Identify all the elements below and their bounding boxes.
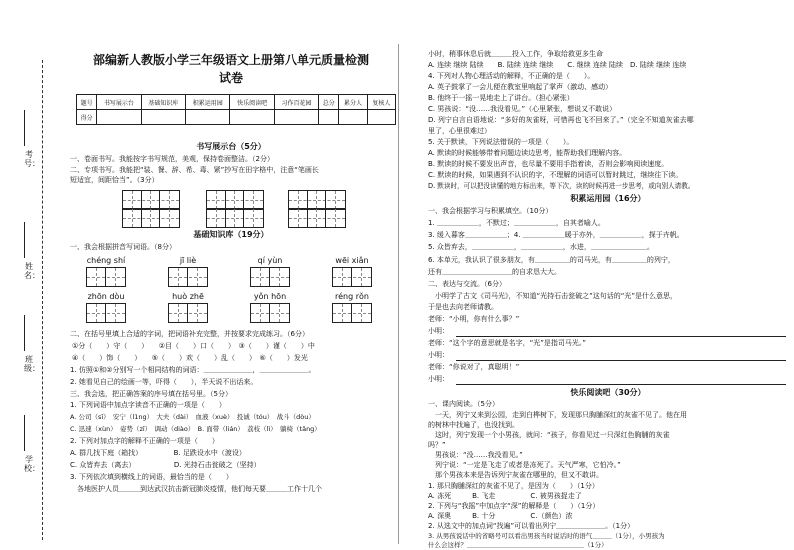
question-line: 小时，稍事休息后就＿＿＿投入工作，争取给救更多生命 — [428, 50, 603, 58]
answer-grid[interactable] — [168, 267, 208, 287]
exam-no-label: 考号： — [24, 150, 40, 168]
score-header-cell: 习作百花园 — [274, 95, 318, 110]
score-table — [76, 94, 396, 125]
score-value-row — [77, 110, 396, 125]
choice-option: B. 他终于一摇一晃地走上了讲台。（担心紧张） — [428, 94, 574, 102]
score-row-label: 得分 — [77, 110, 97, 125]
pinyin-label: qí yùn — [257, 256, 283, 265]
dialogue-teacher: 老师：“这个字的意思就是名字，“光”是指司马光。” — [428, 339, 587, 347]
reading-option: A. 冻死 B. 飞走 C. 被男孩捉走了 — [428, 492, 582, 500]
expression-prompt: 小明学了古文《司马光》，不知道“光持石击瓮破之”这句话的“光”是什么意思， — [428, 292, 678, 300]
passage-line: 一天，列宁又来到公园，走到白桦树下，发现那只胸脯深红的灰雀不见了。他在用 — [428, 411, 687, 419]
fill-line: 6. 本单元，我认识了很多朋友，有＿＿＿＿＿的司马光，有＿＿＿＿＿的列宁， — [428, 256, 675, 264]
reading-question: 3. 从男孩说话中的省略号可以看出男孩当时说话时的语气＿＿＿（1分），小男孩为 — [428, 532, 665, 540]
choice-option: C. 默读的时候，如果遇到不认识的字，不理解的词语可以暂时跳过，继续往下读。 — [428, 171, 683, 179]
section-basics-title: 基础知识库（19分） — [193, 230, 269, 239]
binding-gutter — [0, 0, 62, 550]
reading-question: 2. 从选文中的加点词“找遍”可以看出列宁＿＿＿＿＿＿＿。（1分） — [428, 522, 635, 530]
choice-passage: 各地医护人员＿＿＿到达武汉抗击新冠肺炎疫情，他们每天要＿＿＿工作十几个 — [70, 485, 322, 493]
answer-grid[interactable] — [332, 303, 372, 323]
choice-option: C. 众皆弃去（离去） D. 光持石击瓮破之（坚持） — [70, 461, 261, 469]
binding-line — [42, 60, 43, 540]
tianzige-box[interactable] — [122, 190, 180, 210]
class-label: 班级： — [24, 355, 40, 373]
choice-question: 3. 下列依次填到横线上的词语，最恰当的是（ ） — [70, 473, 233, 481]
fill-line: 2. 她看见自己的绘画一等，吓得（ ），半天说不出话来。 — [70, 378, 258, 386]
answer-grid[interactable] — [86, 267, 126, 287]
reading-question: 1. 那只胸脯深红的灰雀不见了，是因为（ ）（1分） — [428, 482, 599, 490]
score-cell[interactable] — [339, 110, 367, 125]
pinyin-label: yǒn hōn — [253, 292, 287, 301]
answer-grid[interactable] — [86, 303, 126, 323]
fill-line: ④（ ）饰（ ） ⑤（ ）欢（ ）乱（ ） ⑥（ ）发光 — [72, 354, 308, 362]
score-header-cell: 总分 — [319, 95, 339, 110]
fill-line: ①分（ ）守（ ） ②目（ ）口（ ） ③（ ）谨（ ）中 — [72, 342, 315, 350]
choice-question: 2. 下列对加点字的解释不正确的一项是（ ） — [70, 437, 219, 445]
expression-prompt: 于是也去向老师请教。 — [428, 303, 498, 311]
score-header-cell: 书写展示台 — [97, 95, 141, 110]
score-header-cell: 快乐阅读吧 — [230, 95, 274, 110]
section-reading-title: 快乐阅读吧（30分） — [570, 388, 646, 397]
pinyin-label: huò zhē — [172, 292, 204, 301]
tianzige-box[interactable] — [288, 190, 346, 210]
name-line — [24, 222, 25, 258]
name-label: 姓名： — [24, 262, 40, 280]
fill-line: 还有＿＿＿＿＿＿＿＿＿＿的自求恳大大。 — [428, 268, 561, 276]
school-line — [24, 415, 25, 451]
tianzige-box[interactable] — [206, 190, 264, 210]
class-line — [24, 315, 25, 351]
page-subtitle: 试卷 — [218, 71, 243, 85]
basics-q1: 一、我会根据拼音写词语。（8分） — [70, 243, 176, 251]
passage-line: 列宁说：“一定是飞走了或者是冻死了。天气严寒，它怕冷。” — [428, 461, 621, 469]
tianzige-box[interactable] — [288, 208, 346, 228]
score-header-cell: 基础知识库 — [141, 95, 185, 110]
page-title: 部编新人教版小学三年级语文上册第八单元质量检测 — [92, 53, 369, 67]
score-cell[interactable] — [274, 110, 318, 125]
dialogue-student: 小明： — [428, 327, 449, 335]
score-cell[interactable] — [319, 110, 339, 125]
answer-grid[interactable] — [250, 267, 290, 287]
reading-question: 2. 下列与“我摇”中加点字“深”的解释是（ ）（1分） — [428, 502, 600, 510]
score-cell[interactable] — [230, 110, 274, 125]
reading-question: 什么会这样？＿＿＿＿＿＿＿＿＿＿＿＿＿＿＿＿＿＿（1分） — [428, 541, 608, 549]
choice-option: D. 默读时，可以把没读懂的地方标出来，等下次，读的时候再进一步思考，或向别人请教。 — [428, 182, 695, 190]
dialogue-student: 小明： — [428, 351, 449, 359]
pinyin-label: wēi xiǎn — [335, 256, 369, 265]
choice-option: A. 连续 继续 陆续 B. 陆续 连续 继续 C. 继续 连续 陆续 D. 陆续 继续 连续 — [428, 61, 687, 69]
section-writing-title: 书写展示台（5分） — [196, 142, 266, 151]
score-header-cell: 积累运用园 — [186, 95, 230, 110]
writing-q2-line1: 二、专项书写。我能把“装、餐、辞、希、毒、紧”抄写在田字格中，注意“笔画长 — [70, 166, 319, 174]
exam-no-line — [24, 110, 25, 146]
choice-option: A. 英子鼓掌了一会儿便在教室里响起了掌声（激动、感动） — [428, 83, 613, 91]
fill-line: 1. 仿照①和②分别写一个相同结构的词语：＿＿＿＿＿＿＿，＿＿＿＿＿＿＿。 — [70, 366, 316, 374]
writing-q2-line2: 短适宜，间距恰当”。（3分） — [70, 176, 159, 184]
fill-line: 5. 众皆弃去，＿＿＿＿＿＿，＿＿＿＿＿＿，水进，＿＿＿＿＿＿＿＿。 — [428, 243, 654, 251]
basics-q2: 二、在括号里填上合适的字词，把词语补充完整，并按要求完成练习。（6分） — [70, 330, 309, 338]
writing-q1: 一、卷面书写。我能按字书写规范，美观，保持卷面整洁。（2分） — [70, 155, 274, 163]
score-header-cell: 累分人 — [339, 95, 367, 110]
reading-q1: 一、课内阅读。（5分） — [428, 400, 499, 408]
answer-line[interactable] — [456, 360, 786, 361]
score-header-cell: 复核人 — [367, 95, 395, 110]
tianzige-box[interactable] — [206, 208, 264, 228]
passage-line: 的树林中找遍了，也没找到。 — [428, 421, 519, 429]
score-cell[interactable] — [367, 110, 395, 125]
dialogue-teacher: 老师：“你说对了，真聪明！” — [428, 363, 520, 371]
answer-line[interactable] — [456, 384, 786, 385]
choice-option: A. 公司（sī） 安宁（l1ng） 大夫（dài） 血液（xuè） 投诚（tóu） 战斗（dòu） — [70, 413, 315, 421]
choice-option: C. 男孩说：“没……我没看见。”（心里紧张，想说又不敢说） — [428, 105, 617, 113]
section-accumulate-title: 积累运用园（16分） — [570, 194, 646, 203]
answer-grid[interactable] — [332, 267, 372, 287]
pinyin-label: zhōn dòu — [87, 292, 125, 301]
accumulate-q2: 二、表达与交流。（6分） — [428, 280, 506, 288]
choice-option: 里了，心里很难过） — [428, 127, 491, 135]
fill-line: 1. ＿＿＿＿＿＿，不默过；＿＿＿＿＿＿，自其者喻人。 — [428, 219, 605, 227]
score-header-row — [77, 95, 396, 110]
accumulate-q1: 一、我会根据学习与积累填空。（10分） — [428, 207, 553, 215]
pinyin-label: chéng shí — [86, 256, 126, 265]
choice-option: A. 群几找下庭（箱找） B. 足跌设水中（渡设） — [70, 449, 246, 457]
passage-line: 男孩说：“没……我没看见。” — [428, 451, 523, 459]
passage-line: 那个男孩本来是告诉列宁灰雀在哪里的，但又不敢讲。 — [428, 471, 603, 479]
pinyin-label: réng rǒn — [335, 292, 369, 301]
passage-line: 吗？” — [428, 441, 446, 449]
school-label: 学校： — [24, 455, 40, 473]
dialogue-student: 小明： — [428, 375, 449, 383]
tianzige-box[interactable] — [122, 208, 180, 228]
left-column — [66, 0, 396, 550]
passage-line: 这时，列宁发现一个小男孩，就问：“孩子，你看见过一只深红色胸脯的灰雀 — [428, 431, 670, 439]
basics-q3: 三、我会选，把正确答案的序号填在括号里。（5分） — [70, 390, 232, 398]
right-column — [400, 0, 794, 550]
choice-option: B. 默读的时候不要发出声音，也尽量不要用手指着读，否则会影响阅读速度。 — [428, 160, 669, 168]
choice-option: D. 列宁自言自语地说：“多好的灰雀呀，可惜再也飞不回来了。”（完全不知道灰雀去哪 — [428, 116, 694, 124]
reading-option: A. 深奥 B. 十分 C.（颜色）浓 — [428, 512, 573, 520]
fill-line: 3. 缓入暮客＿＿＿＿＿＿；4. ＿＿＿＿＿＿暖于亦外，＿＿＿＿＿＿，探于卉帆。 — [428, 231, 684, 239]
column-divider — [398, 44, 399, 544]
choice-question: 1. 下列词语中加点字读音不正确的一项是（ ） — [70, 401, 226, 409]
score-cell[interactable] — [186, 110, 230, 125]
pinyin-label: jī liè — [179, 256, 197, 265]
choice-question: 4. 下列对人物心理活动的解释，不正确的是（ ）。 — [428, 72, 595, 80]
score-cell[interactable] — [97, 110, 141, 125]
answer-line[interactable] — [456, 336, 786, 337]
answer-grid[interactable] — [250, 303, 290, 323]
dialogue-teacher: 老师：“小明，你有什么事？” — [428, 315, 520, 323]
choice-option: A. 默读的时候能够带着问题边读边思考，能帮助我们理解内容。 — [428, 149, 627, 157]
score-header-cell: 题号 — [77, 95, 97, 110]
choice-option: C. 迅速（xùn） 姿势（zī） 调动（diào） B. 面带（lián） 荔枝（lì） 躺椅（tǎng） — [70, 425, 321, 433]
answer-grid[interactable] — [168, 303, 208, 323]
score-cell[interactable] — [141, 110, 185, 125]
choice-question: 5. 关于默读，下列说法错误的一项是（ ）。 — [428, 138, 574, 146]
